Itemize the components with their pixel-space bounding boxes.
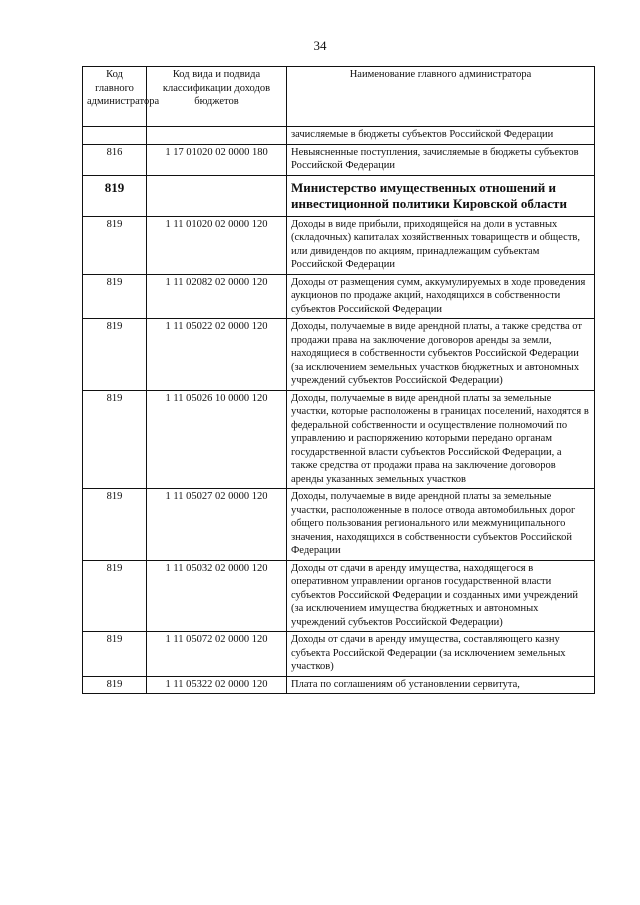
revenue-code-cell: 1 11 05022 02 0000 120 (147, 319, 287, 391)
admin-name-cell: Доходы от размещения сумм, аккумулируемых в ходе проведения аукционов по продаже акций, находящихся в собственности субъектов Российской Федерации (287, 274, 595, 319)
table-row (83, 676, 595, 694)
revenue-code-cell (147, 127, 287, 145)
revenue-code-cell: 1 11 05027 02 0000 120 (147, 489, 287, 561)
admin-name-cell: Доходы, получаемые в виде арендной платы, а также средства от продажи права на заключение договоров аренды за земли, находящиеся в собственности субъектов Российской Федерации (за исключением земельных участков бюджетных и автономных учреждений субъектов Российской Федерации) (287, 319, 595, 391)
admin-code-cell (83, 127, 147, 145)
table-row (83, 560, 595, 632)
admin-name-cell: Невыясненные поступления, зачисляемые в бюджеты субъектов Российской Федерации (287, 144, 595, 175)
admin-code-cell: 819 (83, 274, 147, 319)
admin-code-cell: 819 (83, 489, 147, 561)
table-row (83, 632, 595, 677)
admin-code-cell: 819 (83, 319, 147, 391)
admin-code-cell: 819 (83, 560, 147, 632)
revenue-code-cell: 1 11 02082 02 0000 120 (147, 274, 287, 319)
table-row (83, 144, 595, 175)
admin-code-cell: 819 (83, 216, 147, 274)
admin-name-cell: Министерство имущественных отношений и инвестиционной политики Кировской области (287, 175, 595, 216)
revenue-code-cell: 1 11 05032 02 0000 120 (147, 560, 287, 632)
revenue-classification-table (82, 66, 595, 694)
revenue-code-cell (147, 175, 287, 216)
table-body (83, 127, 595, 694)
admin-name-cell: Плата по соглашениям об установлении сервитута, (287, 676, 595, 694)
table-row (83, 274, 595, 319)
admin-code-cell: 819 (83, 390, 147, 489)
table-row (83, 127, 595, 145)
admin-code-cell: 819 (83, 175, 147, 216)
table-row (83, 390, 595, 489)
revenue-code-cell: 1 11 05322 02 0000 120 (147, 676, 287, 694)
revenue-code-cell: 1 11 01020 02 0000 120 (147, 216, 287, 274)
page-number: 34 (313, 38, 327, 53)
admin-name-cell: зачисляемые в бюджеты субъектов Российской Федерации (287, 127, 595, 145)
header-admin-name: Наименование главного администратора (287, 67, 595, 127)
table-row (83, 216, 595, 274)
revenue-code-cell: 1 17 01020 02 0000 180 (147, 144, 287, 175)
table-row (83, 319, 595, 391)
admin-code-cell: 819 (83, 676, 147, 694)
table-row (83, 175, 595, 216)
admin-code-cell: 816 (83, 144, 147, 175)
admin-code-cell: 819 (83, 632, 147, 677)
admin-name-cell: Доходы, получаемые в виде арендной платы за земельные участки, которые расположены в границах поселений, находятся в федеральной собственности и осуществление полномочий по управлению и распоряжению которыми передано органам государственной власти субъектов Российской Федерации, а также средства от продажи права на заключение договоров аренды указанных земельных участков (287, 390, 595, 489)
admin-name-cell: Доходы, получаемые в виде арендной платы за земельные участки, расположенные в полосе отвода автомобильных дорог общего пользования регионального или межмуниципального значения, находящихся в собственности субъектов Российской Федерации (287, 489, 595, 561)
table-row (83, 489, 595, 561)
header-revenue-code: Код вида и подвида классификации доходов бюджетов (147, 67, 287, 127)
revenue-code-cell: 1 11 05026 10 0000 120 (147, 390, 287, 489)
admin-name-cell: Доходы от сдачи в аренду имущества, составляющего казну субъекта Российской Федерации (за исключением земельных участков) (287, 632, 595, 677)
table-header-row (83, 67, 595, 127)
revenue-code-cell: 1 11 05072 02 0000 120 (147, 632, 287, 677)
admin-name-cell: Доходы в виде прибыли, приходящейся на доли в уставных (складочных) капиталах хозяйственных товариществ и обществ, или дивидендов по акциям, принадлежащим субъектам Российской Федерации (287, 216, 595, 274)
header-admin-code: Код главного администратора (83, 67, 147, 127)
admin-name-cell: Доходы от сдачи в аренду имущества, находящегося в оперативном управлении органов государственной власти субъектов Российской Федерации и созданных ими учреждений (за исключением имущества бюджетных и автономных учреждений субъектов Российской Федерации) (287, 560, 595, 632)
